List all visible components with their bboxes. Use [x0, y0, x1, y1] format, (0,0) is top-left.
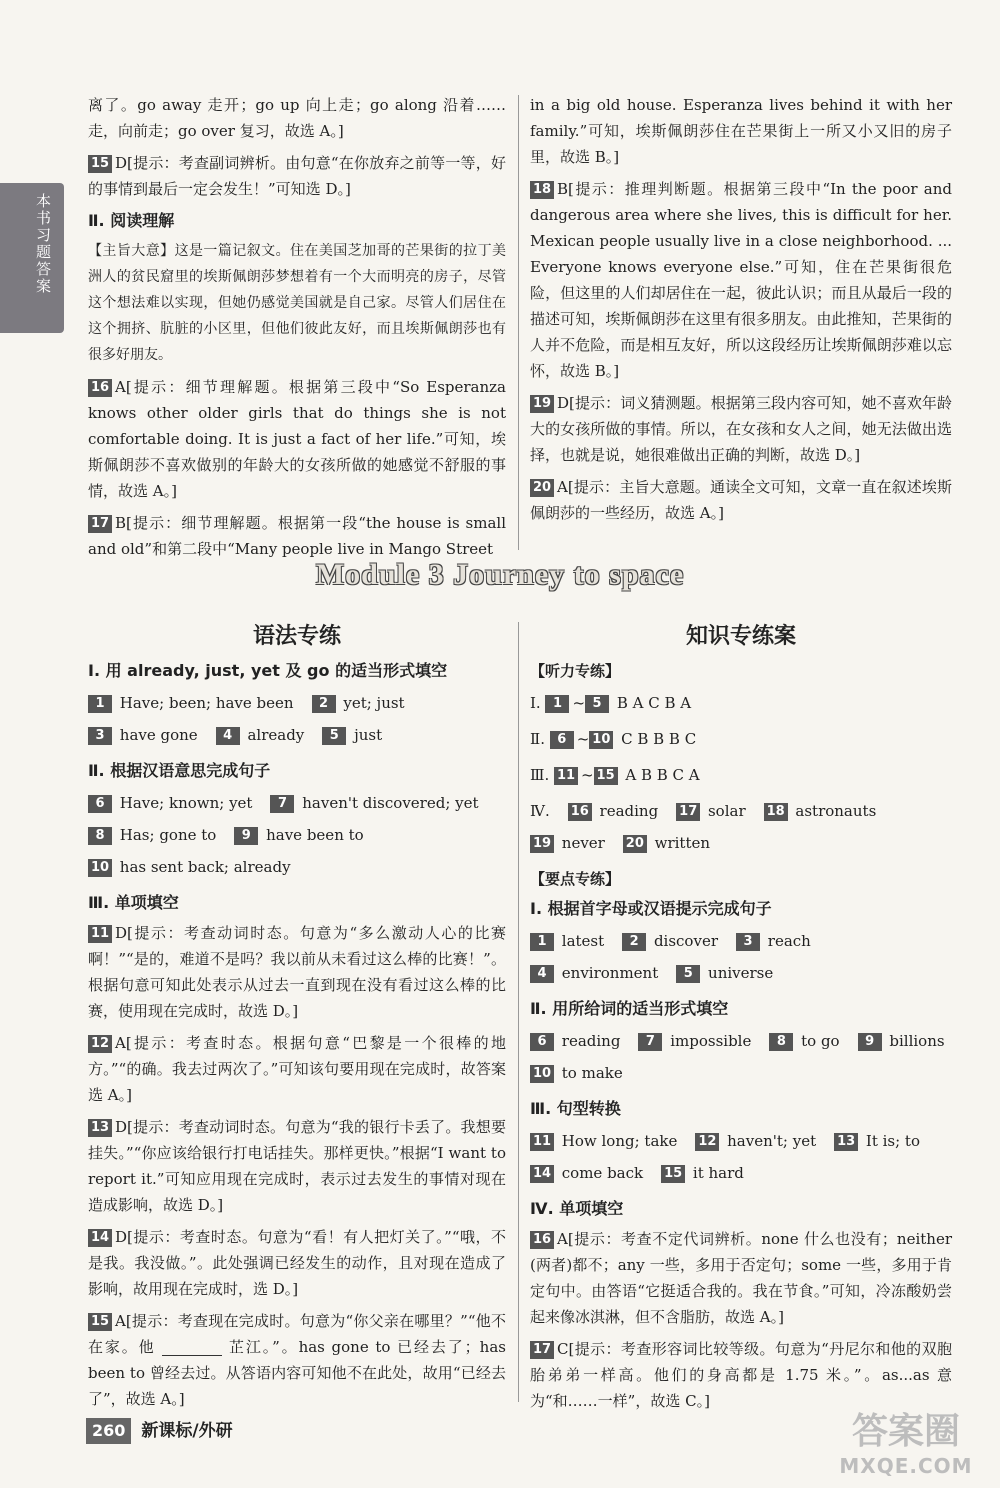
- answer-text: haven't discovered; yet: [302, 794, 479, 812]
- answer-text: A[提示：考查不定代词辨析。none 什么也没有；neither (两者)都不；any 一些，多用于否定句；some 一些，多用于肯定句中。由答语“它挺适合我的。我在节食。”可知，冷冻酸奶尝起来像冰淇淋，但不含脂肪，故选 A。]: [530, 1230, 952, 1326]
- answer-17: [88, 510, 506, 562]
- paragraph: in a big old house. Esperanza lives behind it with her family.”可知，埃斯佩朗莎住在芒果街上一所又小又旧的房子里，故选 B。]: [530, 96, 952, 166]
- listening-answer: Ⅱ. 6 ~ 10 C B B B C: [530, 730, 697, 748]
- question-number: 17: [676, 803, 700, 821]
- answer-item: [769, 1028, 839, 1054]
- answer-text: impossible: [670, 1032, 752, 1050]
- question-number: 10: [88, 859, 112, 877]
- question-number: 6: [88, 795, 112, 813]
- answer-text: B[提示：细节理解题。根据第一段“the house is small and old”和第二段中“Many people live in Mango Street: [88, 514, 506, 558]
- question-number: 2: [312, 695, 336, 713]
- answer-text: 芷江。”。has gone to 已经去了；has been to 曾经去过。从答语内容可知他不在此处，故用“已经去了”，故选 A。]: [88, 1338, 506, 1408]
- answer-text: D[提示：考查副词辨析。由句意“在你放弃之前等一等，好的事情到最后一定会发生！”可知选 D。]: [88, 154, 506, 198]
- answer-text: A[提示：主旨大意题。通读全文可知，文章一直在叙述埃斯佩朗莎的一些经历，故选 A。]: [530, 478, 952, 522]
- grammar-column: [88, 620, 506, 1418]
- answer-item: [638, 1028, 751, 1054]
- answer-item: [88, 790, 252, 816]
- answer-text: astronauts: [795, 802, 877, 820]
- question-number: 2: [622, 933, 646, 951]
- question-number: 15: [594, 767, 618, 785]
- answer-row: [530, 928, 952, 986]
- question-number: 19: [530, 835, 554, 853]
- question-number: 5: [676, 965, 700, 983]
- answer-text: A[提示：考查时态。根据句意“巴黎是一个很棒的地方。”“的确。我去过两次了。”可知该句要用现在完成时，故答案选 A。]: [88, 1034, 506, 1104]
- answer-item: [834, 1128, 920, 1154]
- answer-item: [322, 722, 382, 748]
- answer-text: written: [654, 834, 711, 852]
- roman-label: Ⅰ.: [530, 694, 541, 712]
- column-divider: [518, 95, 519, 550]
- question-number: 8: [769, 1033, 793, 1051]
- answer-item: [88, 690, 294, 716]
- answer-17: [530, 1336, 952, 1414]
- answer-item: [676, 798, 745, 824]
- answer-item: [764, 798, 877, 824]
- question-number: 19: [530, 395, 554, 413]
- question-number: 4: [216, 727, 240, 745]
- answer-20: [530, 474, 952, 526]
- answer-text: Have; been; have been: [119, 694, 294, 712]
- question-number: 15: [88, 1313, 112, 1331]
- answer-text: A B B C A: [625, 766, 700, 784]
- answer-item: [695, 1128, 816, 1154]
- question-number: 13: [834, 1133, 858, 1151]
- question-number: 17: [88, 515, 112, 533]
- question-number: 10: [530, 1065, 554, 1083]
- listening-row-4: [530, 798, 952, 856]
- answer-text: haven't; yet: [727, 1132, 817, 1150]
- answer-12: [88, 1030, 506, 1108]
- answer-text: to make: [561, 1064, 623, 1082]
- section-heading: Ⅱ. 阅读理解: [88, 211, 175, 230]
- roman-label: Ⅲ.: [530, 766, 550, 784]
- answer-text: C B B B C: [621, 730, 697, 748]
- question-number: 1: [530, 933, 554, 951]
- answer-15: [88, 1308, 506, 1412]
- question-number: 13: [88, 1119, 112, 1137]
- answer-text: A[提示：细节理解题。根据第三段中“So Esperanza knows other older girls that do things she is not comfortable doing. It is just a fact of her life.”可知，埃斯佩朗莎不喜欢做别的年龄大的女孩所做的她感觉不舒服的事情，故选 A。]: [88, 378, 506, 500]
- section-heading: Ⅱ. 根据汉语意思完成句子: [88, 761, 271, 780]
- question-number: 11: [88, 925, 112, 943]
- answer-text: yet; just: [343, 694, 405, 712]
- answer-text: A[提示：考查现在完成时。句意为“你父亲在哪里？”“他不在家。他: [88, 1312, 506, 1356]
- answer-text: never: [561, 834, 605, 852]
- answer-item: [88, 822, 216, 848]
- answer-text: reading: [599, 802, 659, 820]
- question-number: 3: [736, 933, 760, 951]
- answer-text: it hard: [692, 1164, 744, 1182]
- question-number: 16: [568, 803, 592, 821]
- question-number: 5: [322, 727, 346, 745]
- top-left-column: [88, 92, 506, 568]
- section-heading: Ⅲ. 单项填空: [88, 893, 179, 912]
- question-number: 9: [234, 827, 258, 845]
- answer-text: to go: [801, 1032, 840, 1050]
- section-heading: Ⅲ. 句型转换: [530, 1099, 621, 1118]
- top-right-column: [530, 92, 952, 532]
- answer-item: [216, 722, 305, 748]
- column-divider: [518, 622, 519, 1402]
- answer-row: [530, 1128, 952, 1186]
- answer-item: [530, 928, 604, 954]
- question-number: 11: [530, 1133, 554, 1151]
- section-heading: Ⅱ. 用所给词的适当形式填空: [530, 999, 729, 1018]
- question-number: 20: [530, 479, 554, 497]
- listening-row-2: [530, 726, 952, 752]
- listening-row-1: [530, 690, 952, 716]
- question-number: 15: [661, 1165, 685, 1183]
- question-number: 4: [530, 965, 554, 983]
- answer-14: [88, 1224, 506, 1302]
- listening-row-3: [530, 762, 952, 788]
- answer-text: has sent back; already: [119, 858, 291, 876]
- answer-text: have gone: [119, 726, 198, 744]
- question-number: 12: [88, 1035, 112, 1053]
- question-number: 16: [88, 379, 112, 397]
- answer-row: [88, 790, 506, 880]
- knowledge-heading: 知识专练案: [685, 624, 796, 649]
- answer-text: have been to: [266, 826, 364, 844]
- question-number: 14: [530, 1165, 554, 1183]
- answer-text: reach: [767, 932, 811, 950]
- answer-text: already: [247, 726, 305, 744]
- roman-label: Ⅳ.: [530, 802, 550, 820]
- answer-row: [530, 1028, 952, 1086]
- answer-text: just: [354, 726, 383, 744]
- question-number: 10: [589, 731, 613, 749]
- answer-text: discover: [653, 932, 718, 950]
- answer-item: [88, 722, 198, 748]
- question-number: 8: [88, 827, 112, 845]
- answer-18: [530, 176, 952, 384]
- answer-item: [676, 960, 773, 986]
- page-number: 260: [86, 1418, 131, 1444]
- answer-15: [88, 150, 506, 202]
- side-tab: [0, 183, 64, 333]
- question-number: 6: [530, 1033, 554, 1051]
- answer-item: [312, 690, 405, 716]
- question-number: 14: [88, 1229, 112, 1247]
- answer-item: [530, 960, 658, 986]
- answer-text: D[提示：考查时态。句意为“看！有人把灯关了。”“哦，不是我。我没做。”。此处强调已经发生的动作，且对现在造成了影响，故用现在完成时，选 D。]: [88, 1228, 506, 1298]
- answer-item: [568, 798, 658, 824]
- answer-item: [88, 854, 291, 880]
- answer-item: [530, 830, 605, 856]
- answer-text: universe: [708, 964, 774, 982]
- answer-text: come back: [561, 1164, 644, 1182]
- question-number: 17: [530, 1341, 554, 1359]
- answer-item: [530, 1128, 677, 1154]
- answer-text: solar: [707, 802, 746, 820]
- side-tab-label: 本书习题答案: [34, 193, 52, 295]
- question-number: 9: [858, 1033, 882, 1051]
- answer-item: [270, 790, 478, 816]
- roman-label: Ⅱ.: [530, 730, 545, 748]
- section-heading: Ⅰ. 用 already, just, yet 及 go 的适当形式填空: [88, 661, 448, 680]
- answer-item: [234, 822, 363, 848]
- question-number: 15: [88, 155, 112, 173]
- answer-19: [530, 390, 952, 468]
- watermark-url: MXQE.COM: [839, 1454, 973, 1478]
- question-number: 1: [545, 695, 569, 713]
- question-number: 16: [530, 1231, 554, 1249]
- answer-text: reading: [561, 1032, 621, 1050]
- answer-text: D[提示：考查动词时态。句意为“我的银行卡丢了。我想要挂失。”“你应该给银行打电话挂失。那样更快。”根据“I want to report it.”可知应用现在完成时，表示过去发生的事情对现在造成影响，故选 D。]: [88, 1118, 506, 1214]
- answer-text: It is; to: [865, 1132, 920, 1150]
- question-number: 3: [88, 727, 112, 745]
- section-heading: Ⅳ. 单项填空: [530, 1199, 624, 1218]
- answer-text: B A C B A: [616, 694, 692, 712]
- answer-text: D[提示：考查动词时态。句意为“多么激动人心的比赛啊！”“是的，难道不是吗？我以前从未看过这么棒的比赛！”。根据句意可知此处表示从过去一直到现在没有看过这么棒的比赛，使用现在完成时，故选 D。]: [88, 924, 506, 1020]
- watermark-text: 答案圈: [851, 1411, 960, 1452]
- paragraph: 离了。go away 走开；go up 向上走；go along 沿着……走，向前走；go over 复习，故选 A。]: [88, 96, 506, 140]
- answer-text: latest: [561, 932, 605, 950]
- answer-row: [88, 690, 506, 748]
- answer-item: [736, 928, 811, 954]
- knowledge-column: [530, 620, 952, 1420]
- answer-13: [88, 1114, 506, 1218]
- question-number: 20: [623, 835, 647, 853]
- answer-text: D[提示：词义猜测题。根据第三段内容可知，她不喜欢年龄大的女孩所做的事情。所以，在女孩和女人之间，她无法做出选择，也就是说，她很难做出正确的判断，故选 D。]: [530, 394, 952, 464]
- question-number: 7: [638, 1033, 662, 1051]
- book-label: 新课标/外研: [141, 1421, 233, 1441]
- answer-text: Have; known; yet: [119, 794, 253, 812]
- summary: 【主旨大意】这是一篇记叙文。住在美国芝加哥的芒果街的拉丁美洲人的贫民窟里的埃斯佩朗莎梦想着有一个大而明亮的房子，尽管这个想法难以实现，但她仍感觉美国就是自己家。尽管人们居住在这个拥挤、肮脏的小区里，但他们彼此友好，而且埃斯佩朗莎也有很多好朋友。: [88, 243, 506, 363]
- listening-answer: Ⅰ. 1 ~ 5 B A C B A: [530, 694, 692, 712]
- listening-answer: Ⅲ. 11 ~ 15 A B B C A: [530, 766, 700, 784]
- answer-item: [530, 1028, 620, 1054]
- answer-text: Has; gone to: [119, 826, 217, 844]
- answer-item: [622, 928, 718, 954]
- question-number: 1: [88, 695, 112, 713]
- answer-text: billions: [889, 1032, 945, 1050]
- answer-11: [88, 920, 506, 1024]
- answer-item: [858, 1028, 945, 1054]
- page-footer: [86, 1418, 233, 1444]
- question-number: 6: [550, 731, 574, 749]
- answer-text: B[提示：推理判断题。根据第三段中“In the poor and dangerous area where she lives, this is difficult for her. Mexican people usually live in a close neighborhood. ... Everyone knows everyone else.”可知，住在芒果街很危险，但这里的人们却居住在一起，彼此认识；而且从最后一段的描述可知，埃斯佩朗莎在这里有很多朋友。由此推知，芒果街的人并不危险，而是相互友好，所以这段经历让埃斯佩朗莎难以忘怀，故选 B。]: [530, 180, 952, 380]
- answer-16: [88, 374, 506, 504]
- answer-item: [623, 830, 710, 856]
- answer-item: [530, 1160, 643, 1186]
- fill-blank: [162, 1341, 222, 1356]
- listening-heading: 【听力专练】: [530, 662, 621, 680]
- answer-16: [530, 1226, 952, 1330]
- answer-item: [661, 1160, 744, 1186]
- answer-item: [530, 1060, 623, 1086]
- question-number: 12: [695, 1133, 719, 1151]
- watermark: [826, 1410, 986, 1482]
- question-number: 18: [530, 181, 554, 199]
- question-number: 18: [764, 803, 788, 821]
- answer-text: How long; take: [561, 1132, 678, 1150]
- section-heading: Ⅰ. 根据首字母或汉语提示完成句子: [530, 899, 772, 918]
- question-number: 7: [270, 795, 294, 813]
- question-number: 5: [585, 695, 609, 713]
- answer-text: environment: [561, 964, 659, 982]
- question-number: 11: [554, 767, 578, 785]
- module-title: Module 3 Journey to space: [315, 558, 685, 591]
- key-points-heading: 【要点专练】: [530, 870, 621, 888]
- answer-text: C[提示：考查形容词比较等级。句意为“丹尼尔和他的双胞胎弟弟一样高。他们的身高都是 1.75 米。”。as...as 意为“和……一样”，故选 C。]: [530, 1340, 952, 1410]
- grammar-heading: 语法专练: [252, 624, 341, 649]
